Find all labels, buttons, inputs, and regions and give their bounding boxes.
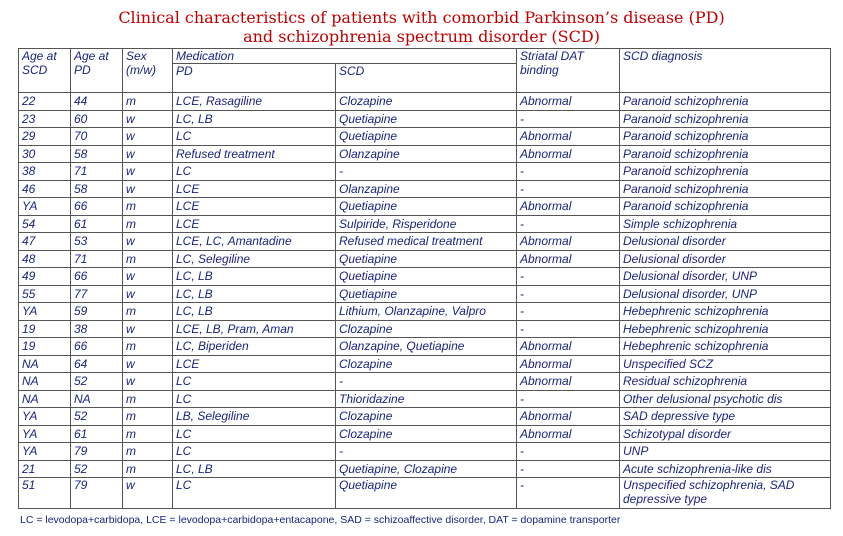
cell-dat-binding: -: [517, 215, 620, 233]
cell-sex: m: [123, 250, 173, 268]
cell-diagnosis: Unspecified SCZ: [620, 355, 831, 373]
cell-age-pd: 58: [71, 145, 123, 163]
table-row: [19, 198, 831, 216]
cell-dat-binding: -: [517, 285, 620, 303]
cell-age-pd: 38: [71, 320, 123, 338]
cell-age-scd: 23: [19, 110, 71, 128]
cell-dat-binding: -: [517, 443, 620, 461]
cell-age-scd: YA: [19, 198, 71, 216]
cell-med-pd: LC: [173, 425, 336, 443]
cell-sex: m: [123, 215, 173, 233]
cell-dat-binding: -: [517, 478, 620, 509]
cell-med-scd: -: [336, 373, 517, 391]
table-row: [19, 408, 831, 426]
cell-age-scd: 55: [19, 285, 71, 303]
cell-dat-binding: -: [517, 180, 620, 198]
cell-sex: w: [123, 163, 173, 181]
cell-med-pd: LC, Biperiden: [173, 338, 336, 356]
cell-med-pd: LC: [173, 478, 336, 509]
cell-diagnosis: Simple schizophrenia: [620, 215, 831, 233]
cell-diagnosis: Paranoid schizophrenia: [620, 93, 831, 111]
table-row: [19, 110, 831, 128]
cell-diagnosis: Hebephrenic schizophrenia: [620, 320, 831, 338]
cell-dat-binding: Abnormal: [517, 198, 620, 216]
cell-diagnosis: Acute schizophrenia-like dis: [620, 460, 831, 478]
cell-age-pd: 59: [71, 303, 123, 321]
cell-age-pd: 58: [71, 180, 123, 198]
cell-dat-binding: -: [517, 303, 620, 321]
cell-age-scd: 54: [19, 215, 71, 233]
cell-med-pd: LC: [173, 163, 336, 181]
cell-diagnosis: UNP: [620, 443, 831, 461]
cell-age-pd: 79: [71, 443, 123, 461]
table-row: [19, 163, 831, 181]
cell-age-pd: 60: [71, 110, 123, 128]
table-row: [19, 268, 831, 286]
cell-med-scd: Clozapine: [336, 408, 517, 426]
cell-sex: m: [123, 303, 173, 321]
cell-sex: m: [123, 460, 173, 478]
cell-med-pd: LC, Selegiline: [173, 250, 336, 268]
header-med-pd: PD: [173, 64, 336, 93]
header-sex-line-2: (m/w): [126, 63, 156, 77]
cell-med-scd: Thioridazine: [336, 390, 517, 408]
table-row: [19, 250, 831, 268]
cell-diagnosis: SAD depressive type: [620, 408, 831, 426]
cell-age-scd: 19: [19, 320, 71, 338]
cell-sex: w: [123, 478, 173, 509]
cell-dat-binding: -: [517, 163, 620, 181]
cell-diagnosis: Paranoid schizophrenia: [620, 198, 831, 216]
table-row: [19, 390, 831, 408]
cell-age-pd: NA: [71, 390, 123, 408]
cell-med-scd: Quetiapine: [336, 250, 517, 268]
cell-age-pd: 61: [71, 215, 123, 233]
cell-diagnosis: Residual schizophrenia: [620, 373, 831, 391]
table-row: [19, 355, 831, 373]
cell-age-scd: YA: [19, 303, 71, 321]
header-age-scd-line-2: SCD: [22, 63, 48, 77]
cell-med-pd: Refused treatment: [173, 145, 336, 163]
cell-diagnosis: Delusional disorder, UNP: [620, 268, 831, 286]
title-line-1: Clinical characteristics of patients with comorbid Parkinson’s disease (PD): [118, 8, 725, 27]
cell-age-pd: 64: [71, 355, 123, 373]
cell-med-pd: LCE, LB, Pram, Aman: [173, 320, 336, 338]
cell-age-pd: 44: [71, 93, 123, 111]
cell-sex: m: [123, 408, 173, 426]
header-age-scd-line-1: Age at: [22, 49, 57, 63]
cell-dat-binding: -: [517, 110, 620, 128]
header-age-scd: [19, 49, 71, 93]
cell-sex: w: [123, 355, 173, 373]
table-row: [19, 425, 831, 443]
cell-med-scd: -: [336, 443, 517, 461]
cell-diagnosis: Delusional disorder: [620, 233, 831, 251]
cell-diagnosis: Schizotypal disorder: [620, 425, 831, 443]
cell-age-scd: YA: [19, 443, 71, 461]
table-row: [19, 460, 831, 478]
cell-sex: m: [123, 390, 173, 408]
cell-med-pd: LC, LB: [173, 460, 336, 478]
cell-age-scd: 38: [19, 163, 71, 181]
cell-age-scd: 22: [19, 93, 71, 111]
header-age-pd-line-1: Age at: [74, 49, 109, 63]
cell-age-scd: 47: [19, 233, 71, 251]
header-medication: Medication: [173, 49, 517, 64]
cell-med-pd: LC: [173, 390, 336, 408]
cell-diagnosis: Unspecified schizophrenia, SAD depressive type: [620, 478, 831, 509]
cell-med-scd: Clozapine: [336, 93, 517, 111]
cell-diagnosis: Paranoid schizophrenia: [620, 110, 831, 128]
cell-med-pd: LC, LB: [173, 303, 336, 321]
cell-age-pd: 52: [71, 373, 123, 391]
cell-age-pd: 52: [71, 408, 123, 426]
table-row: [19, 320, 831, 338]
cell-med-scd: Clozapine: [336, 320, 517, 338]
header-dat-line-1: Striatal DAT: [520, 49, 584, 63]
cell-med-pd: LCE, LC, Amantadine: [173, 233, 336, 251]
cell-age-scd: 30: [19, 145, 71, 163]
table-row: [19, 285, 831, 303]
cell-age-pd: 71: [71, 250, 123, 268]
cell-age-pd: 71: [71, 163, 123, 181]
cell-med-scd: Quetiapine: [336, 285, 517, 303]
cell-med-scd: Quetiapine, Clozapine: [336, 460, 517, 478]
cell-age-scd: NA: [19, 373, 71, 391]
table-title: [0, 8, 843, 46]
cell-med-scd: Quetiapine: [336, 110, 517, 128]
cell-dat-binding: -: [517, 460, 620, 478]
cell-sex: m: [123, 338, 173, 356]
cell-age-scd: 46: [19, 180, 71, 198]
cell-age-pd: 53: [71, 233, 123, 251]
cell-diagnosis: Hebephrenic schizophrenia: [620, 303, 831, 321]
cell-age-pd: 70: [71, 128, 123, 146]
cell-med-pd: LC, LB: [173, 268, 336, 286]
cell-med-pd: LCE: [173, 180, 336, 198]
cell-dat-binding: Abnormal: [517, 128, 620, 146]
cell-med-pd: LCE: [173, 215, 336, 233]
table-row: [19, 443, 831, 461]
cell-sex: m: [123, 93, 173, 111]
cell-med-scd: Olanzapine: [336, 145, 517, 163]
table-row: [19, 373, 831, 391]
cell-age-pd: 77: [71, 285, 123, 303]
cell-dat-binding: -: [517, 390, 620, 408]
cell-age-pd: 66: [71, 338, 123, 356]
cell-sex: m: [123, 443, 173, 461]
cell-age-scd: NA: [19, 390, 71, 408]
patient-characteristics-table: [18, 48, 831, 509]
cell-med-scd: Quetiapine: [336, 198, 517, 216]
cell-med-pd: LCE, Rasagiline: [173, 93, 336, 111]
cell-med-scd: Refused medical treatment: [336, 233, 517, 251]
header-sex-line-1: Sex: [126, 49, 147, 63]
cell-med-pd: LC: [173, 443, 336, 461]
cell-diagnosis: Delusional disorder, UNP: [620, 285, 831, 303]
cell-diagnosis: Hebephrenic schizophrenia: [620, 338, 831, 356]
cell-dat-binding: Abnormal: [517, 425, 620, 443]
cell-age-pd: 79: [71, 478, 123, 509]
cell-age-pd: 52: [71, 460, 123, 478]
cell-med-pd: LCE: [173, 355, 336, 373]
cell-med-scd: Quetiapine: [336, 478, 517, 509]
cell-med-pd: LC, LB: [173, 110, 336, 128]
cell-dat-binding: Abnormal: [517, 408, 620, 426]
title-line-2: and schizophrenia spectrum disorder (SCD): [243, 27, 600, 46]
cell-dat-binding: Abnormal: [517, 93, 620, 111]
cell-age-scd: NA: [19, 355, 71, 373]
cell-med-pd: LC, LB: [173, 285, 336, 303]
cell-dat-binding: -: [517, 320, 620, 338]
cell-age-scd: 49: [19, 268, 71, 286]
cell-diagnosis: Paranoid schizophrenia: [620, 163, 831, 181]
table-body: [19, 93, 831, 509]
table-row: [19, 303, 831, 321]
footnote: LC = levodopa+carbidopa, LCE = levodopa+carbidopa+entacapone, SAD = schizoaffective disorder, DAT = dopamine transporter: [20, 514, 621, 526]
table-row: [19, 128, 831, 146]
cell-dat-binding: Abnormal: [517, 338, 620, 356]
cell-age-scd: YA: [19, 425, 71, 443]
cell-sex: w: [123, 128, 173, 146]
cell-age-pd: 66: [71, 268, 123, 286]
cell-age-scd: 48: [19, 250, 71, 268]
table-row: [19, 93, 831, 111]
cell-med-scd: -: [336, 163, 517, 181]
cell-diagnosis: Other delusional psychotic dis: [620, 390, 831, 408]
cell-med-pd: LCE: [173, 198, 336, 216]
cell-sex: w: [123, 373, 173, 391]
cell-dat-binding: Abnormal: [517, 145, 620, 163]
header-sex: [123, 49, 173, 93]
cell-sex: w: [123, 233, 173, 251]
cell-age-pd: 61: [71, 425, 123, 443]
cell-age-scd: YA: [19, 408, 71, 426]
cell-sex: w: [123, 145, 173, 163]
cell-med-scd: Olanzapine, Quetiapine: [336, 338, 517, 356]
table-row: [19, 215, 831, 233]
cell-age-pd: 66: [71, 198, 123, 216]
cell-med-scd: Clozapine: [336, 425, 517, 443]
table-row: [19, 180, 831, 198]
cell-dat-binding: Abnormal: [517, 233, 620, 251]
cell-sex: w: [123, 285, 173, 303]
cell-age-scd: 21: [19, 460, 71, 478]
cell-sex: w: [123, 268, 173, 286]
header-age-pd: [71, 49, 123, 93]
header-diagnosis: SCD diagnosis: [620, 49, 831, 93]
cell-sex: m: [123, 425, 173, 443]
cell-med-pd: LC: [173, 373, 336, 391]
cell-dat-binding: Abnormal: [517, 355, 620, 373]
header-row-1: [19, 49, 831, 64]
cell-diagnosis: Paranoid schizophrenia: [620, 128, 831, 146]
cell-sex: w: [123, 110, 173, 128]
cell-age-scd: 19: [19, 338, 71, 356]
cell-diagnosis: Paranoid schizophrenia: [620, 145, 831, 163]
cell-med-scd: Lithium, Olanzapine, Valpro: [336, 303, 517, 321]
header-dat: [517, 49, 620, 93]
cell-med-scd: Quetiapine: [336, 128, 517, 146]
cell-sex: w: [123, 180, 173, 198]
cell-dat-binding: Abnormal: [517, 250, 620, 268]
cell-med-scd: Clozapine: [336, 355, 517, 373]
cell-age-scd: 29: [19, 128, 71, 146]
table-row: [19, 338, 831, 356]
header-med-scd: SCD: [336, 64, 517, 93]
cell-age-scd: 51: [19, 478, 71, 509]
table-row: [19, 478, 831, 509]
cell-med-scd: Olanzapine: [336, 180, 517, 198]
cell-dat-binding: Abnormal: [517, 373, 620, 391]
cell-med-scd: Quetiapine: [336, 268, 517, 286]
cell-med-pd: LC: [173, 128, 336, 146]
cell-sex: w: [123, 320, 173, 338]
cell-sex: m: [123, 198, 173, 216]
header-age-pd-line-2: PD: [74, 63, 91, 77]
cell-diagnosis: Delusional disorder: [620, 250, 831, 268]
cell-med-pd: LB, Selegiline: [173, 408, 336, 426]
cell-dat-binding: -: [517, 268, 620, 286]
header-dat-line-2: binding: [520, 63, 559, 77]
table-row: [19, 145, 831, 163]
cell-diagnosis: Paranoid schizophrenia: [620, 180, 831, 198]
cell-med-scd: Sulpiride, Risperidone: [336, 215, 517, 233]
table-row: [19, 233, 831, 251]
